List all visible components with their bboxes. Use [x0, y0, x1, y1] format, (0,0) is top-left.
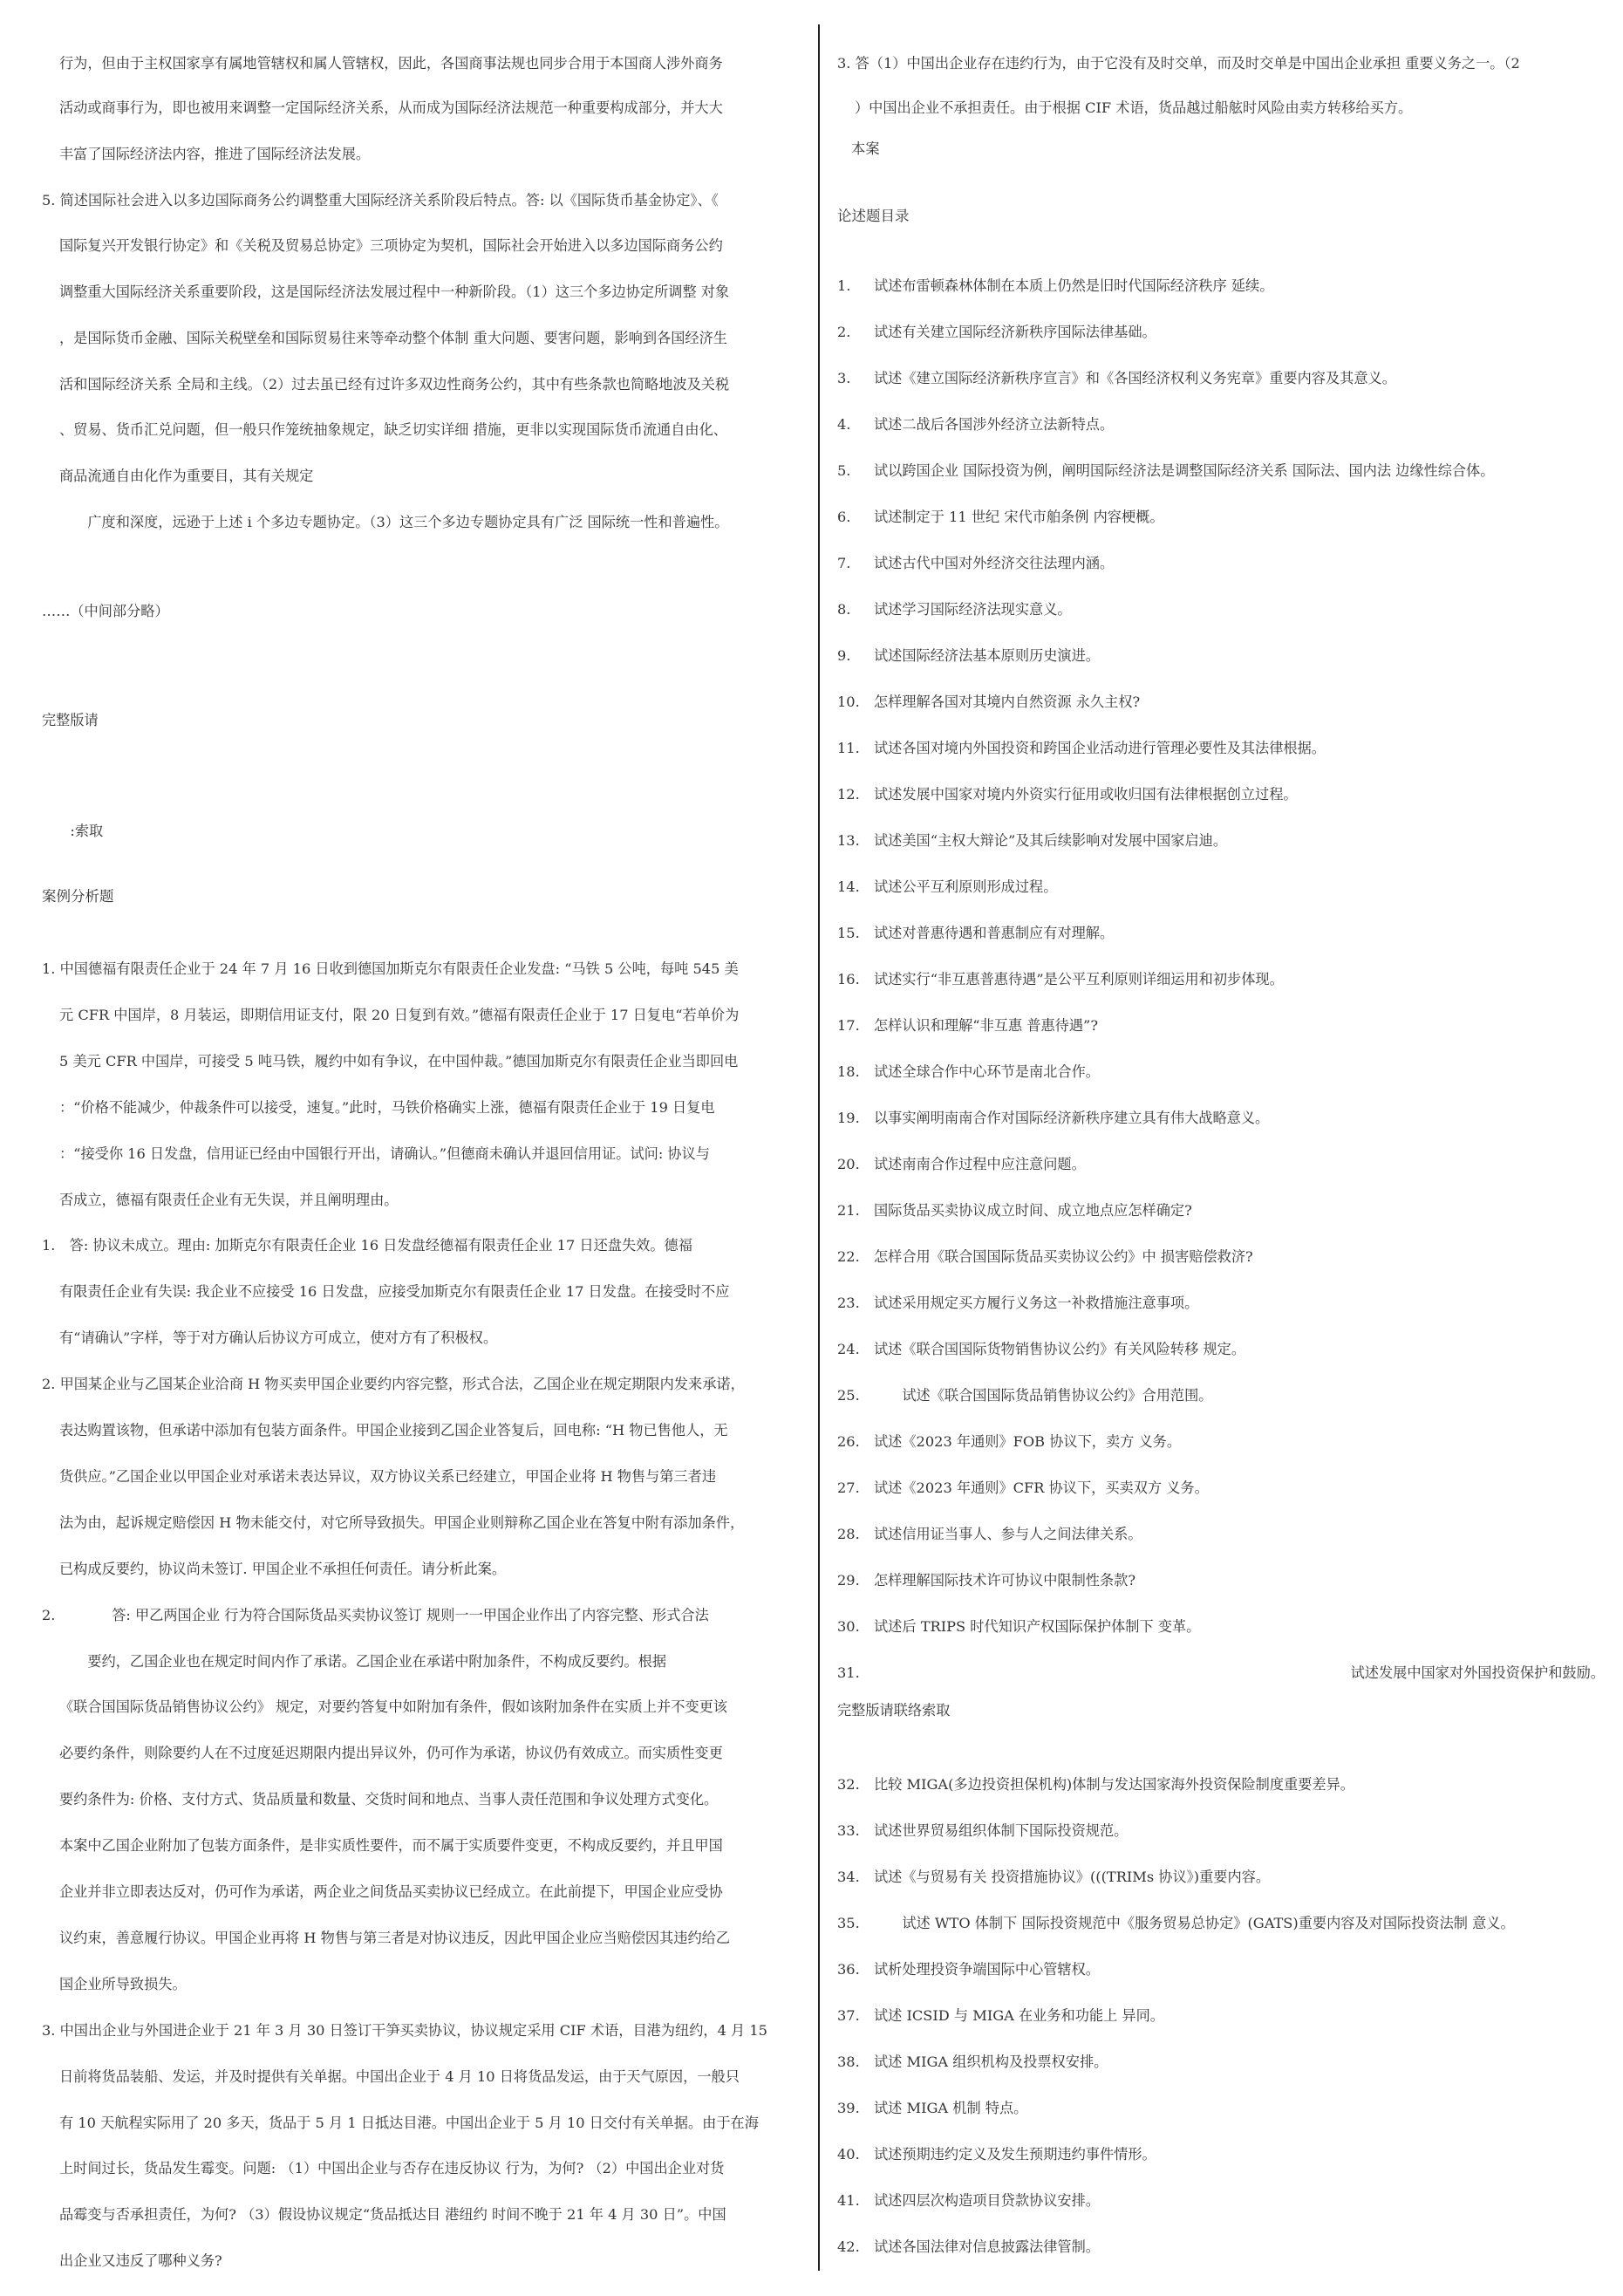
toc-item: [837, 415, 1605, 434]
toc-item-number: 6.: [837, 509, 851, 525]
toc-item-number: 29.: [837, 1572, 860, 1589]
text-line: 广度和深度，远逊于上述 i 个多边专题协定。（3）这三个多边专题协定具有广泛 国际统一性和普遍性。: [59, 514, 729, 530]
toc-item-text: 试述二战后各国涉外经济立法新特点。: [874, 416, 1115, 433]
text-line: 货供应。”乙国企业以甲国企业对承诺未表达异议，双方协议关系已经建立，甲国企业将 H 物售与第三者违: [59, 1467, 717, 1485]
toc-item-text: 试述信用证当事人、参与人之间法律关系。: [874, 1526, 1142, 1542]
toc-item-text: 比较 MIGA(多边投资担保机构)体制与发达国家海外投资保险制度重要差异。: [874, 1776, 1354, 1793]
toc-item: [837, 1479, 1605, 1498]
toc-item-number: 5.: [837, 462, 851, 479]
toc-item: [837, 970, 1605, 989]
toc-item: [837, 2099, 1605, 2118]
toc-item-number: 10.: [837, 694, 860, 710]
toc-item-number: 26.: [837, 1433, 860, 1450]
contact-note: 完整版请联络索取: [837, 1702, 951, 1719]
toc-item-number: 15.: [837, 925, 860, 941]
case-item-start: 1. 中国德福有限责任企业于 24 年 7 月 16 日收到德国加斯克尔有限责任企业发盘: “马铁 5 公吨，每吨 545 美: [42, 960, 739, 977]
toc-item-number: 2.: [837, 324, 851, 340]
toc-item-number: 21.: [837, 1202, 860, 1219]
toc-item-text: 试述 MIGA 机制 特点。: [874, 2100, 1028, 2116]
toc-item-number: 16.: [837, 971, 860, 987]
text-line: 调整重大国际经济关系重要阶段，这是国际经济法发展过程中一种新阶段。（1）这三个多边协定所调整 对象: [59, 284, 730, 300]
toc-item-text: 怎样合用《联合国国际货品买卖协议公约》中 损害赔偿救济?: [874, 1248, 1253, 1265]
toc-item-number: 19.: [837, 1110, 860, 1126]
toc-item-number: 39.: [837, 2100, 860, 2116]
toc-item: [837, 2053, 1605, 2072]
text-line: 企业并非立即表达反对，仍可作为承诺，两企业之间货品买卖协议已经成立。在此前提下，甲国企业应受协: [59, 1883, 723, 1900]
toc-item-text: 试述预期违约定义及发生预期违约事件情形。: [874, 2146, 1156, 2163]
text-line: 否成立，德福有限责任企业有无失误，并且阐明理由。: [59, 1191, 399, 1208]
toc-item: [837, 1155, 1605, 1174]
toc-item-number: 13.: [837, 832, 860, 849]
toc-item-text: 怎样理解各国对其境内自然资源 永久主权?: [874, 694, 1141, 710]
toc-item-number: 18.: [837, 1063, 860, 1080]
full-version-note: 完整版请: [42, 712, 99, 728]
toc-item-text: 试述《与贸易有关 投资措施协议》(((TRIMs 协议》)重要内容。: [874, 1869, 1271, 1885]
toc-item-text: 试述对普惠待遇和普惠制应有对理解。: [874, 925, 1115, 941]
toc-item-text: 试述后 TRIPS 时代知识产权国际保护体制下 变革。: [874, 1618, 1201, 1635]
case-item-start: 3. 中国出企业与外国进企业于 21 年 3 月 30 日签订干笋买卖协议，协议规定采用 CIF 术语，目港为纽约，4 月 15: [42, 2021, 767, 2039]
toc-item-text: 试述《2023 年通则》CFR 协议下，买卖双方 义务。: [874, 1479, 1209, 1496]
toc-item-text: 怎样理解国际技术许可协议中限制性条款?: [874, 1572, 1136, 1589]
text-line: 日前将货品装船、发运，并及时提供有关单据。中国出企业于 4 月 10 日将货品发运，由于天气原因，一般只: [59, 2067, 740, 2085]
toc-item-number: 12.: [837, 786, 860, 803]
toc-item: [837, 461, 1605, 481]
toc-item-number: 24.: [837, 1341, 860, 1357]
toc-item-number: 31.: [837, 1664, 860, 1681]
toc-item-text: 试述各国对境内外国投资和跨国企业活动进行管理必要性及其法律根据。: [874, 740, 1326, 756]
toc-item-number: 14.: [837, 878, 860, 895]
toc-item-text: 试述四层次构造项目贷款协议安排。: [874, 2192, 1100, 2209]
text-line: 元 CFR 中国岸，8 月装运，即期信用证支付，限 20 日复到有效。”德福有限责任企业于 17 日复电“若单价为: [59, 1006, 740, 1023]
toc-item-text: 国际货品买卖协议成立时间、成立地点应怎样确定?: [874, 1202, 1192, 1219]
case-label: 本案: [837, 140, 880, 157]
request-note: :索取: [42, 823, 104, 839]
case-item-start: 1. 答: 协议未成立。理由: 加斯克尔有限责任企业 16 日发盘经德福有限责任企业 17 日还盘失效。德福: [42, 1237, 692, 1254]
toc-item-number: 27.: [837, 1479, 860, 1496]
toc-item: [837, 1109, 1605, 1128]
text-line: 有限责任企业有失误: 我企业不应接受 16 日发盘，应接受加斯克尔有限责任企业 17 日发盘。在接受时不应: [59, 1283, 730, 1301]
toc-item: [837, 1386, 1605, 1405]
toc-item: [837, 2006, 1605, 2026]
toc-item: [837, 1775, 1605, 1794]
toc-item: [837, 323, 1605, 342]
toc-item-number: 8.: [837, 601, 851, 618]
toc-item-number: 1.: [837, 277, 851, 294]
toc-item-text: 试述发展中国家对外国投资保护和鼓励。: [1350, 1664, 1605, 1681]
text-line: 品霉变与否承担责任，为何? （3）假设协议规定“货品抵达目 港纽约 时间不晚于 21 年 4 月 30 日”。中国: [59, 2206, 726, 2224]
answer-line: 3. 答（1）中国出企业存在违约行为，由于它没有及时交单，而及时交单是中国出企业承担 重要义务之一。（2: [837, 55, 1520, 72]
text-line: 活动或商事行为，即也被用来调整一定国际经济关系，从而成为国际经济法规范一种重要构成部分，并大大: [59, 99, 723, 116]
text-line: 丰富了国际经济法内容，推进了国际经济法发展。: [59, 146, 371, 162]
toc-item-text: 试述有关建立国际经济新秩序国际法律基础。: [874, 324, 1156, 340]
toc-item-text: 试述公平互利原则形成过程。: [874, 878, 1058, 895]
text-line: 表达购置该物，但承诺中添加有包装方面条件。甲国企业接到乙国企业答复后，回电称: “H 物已售他人，无: [59, 1422, 728, 1438]
toc-item-text: 试述各国法律对信息披露法律管制。: [874, 2238, 1100, 2255]
text-line: 5. 简述国际社会进入以多边国际商务公约调整重大国际经济关系阶段后特点。答: 以《国际货币基金协定》、《: [42, 192, 719, 208]
toc-item-text: 试析处理投资争端国际中心管辖权。: [874, 1961, 1100, 1978]
toc-item-number: 20.: [837, 1156, 860, 1172]
toc-item-number: 42.: [837, 2238, 860, 2255]
toc-item-number: 38.: [837, 2053, 860, 2070]
toc-item: [837, 1432, 1605, 1452]
toc-item-number: 25.: [837, 1387, 860, 1404]
toc-item: [837, 1664, 1605, 1683]
toc-item-text: 试述古代中国对外经济交往法理内涵。: [874, 555, 1115, 571]
toc-item-text: 试以跨国企业 国际投资为例，阐明国际经济法是调整国际经济关系 国际法、国内法 边缘性综合体。: [874, 462, 1495, 479]
toc-item: [837, 1617, 1605, 1637]
toc-item-text: 试述采用规定买方履行义务这一补救措施注意事项。: [874, 1295, 1199, 1311]
toc-item: [837, 1063, 1605, 1082]
toc-item-number: 11.: [837, 740, 860, 756]
toc-item: [837, 739, 1605, 758]
text-line: 有“请确认”字样，等于对方确认后协议方可成立，使对方有了积极权。: [59, 1329, 498, 1347]
toc-item-number: 37.: [837, 2007, 860, 2024]
toc-item-text: 试述学习国际经济法现实意义。: [874, 601, 1072, 618]
case-item-start: 2. 甲国某企业与乙国某企业洽商 H 物买卖甲国企业要约内容完整，形式合法，乙国企业在规定期限内发来承诺，: [42, 1376, 745, 1393]
text-line: 《联合国国际货品销售协议公约》 规定，对要约答复中如附加有条件，假如该附加条件在实质上并不变更该: [59, 1698, 727, 1716]
text-line: 议约束，善意履行协议。甲国企业再将 H 物售与第三者是对协议违反，因此甲国企业应当赔偿因其违约给乙: [59, 1929, 731, 1946]
toc-item-number: 4.: [837, 416, 851, 433]
toc-item-number: 7.: [837, 555, 851, 571]
toc-item: [837, 2145, 1605, 2164]
toc-item-text: 怎样认识和理解“非互惠 普惠待遇”?: [874, 1017, 1098, 1034]
toc-item-number: 34.: [837, 1869, 860, 1885]
toc-item: [837, 1294, 1605, 1313]
toc-item-text: 试述国际经济法基本原则历史演进。: [874, 647, 1100, 664]
text-line: 要约条件为: 价格、支付方式、货品质量和数量、交货时间和地点、当事人责任范围和争议处理方式变化。: [59, 1791, 719, 1808]
toc-item: [837, 785, 1605, 804]
toc-item-text: 试述 WTO 体制下 国际投资规范中《服务贸易总协定》(GATS)重要内容及对国际投资法制 意义。: [874, 1915, 1515, 1931]
toc-item-text: 以事实阐明南南合作对国际经济新秩序建立具有伟大战略意义。: [874, 1110, 1270, 1126]
text-line: 国企业所导致损失。: [59, 1975, 187, 1992]
text-line: ：“接受你 16 日发盘，信用证已经由中国银行开出，请确认。”但德商未确认并退回信用证。试问: 协议与: [59, 1145, 710, 1162]
toc-item: [837, 554, 1605, 573]
toc-item-number: 28.: [837, 1526, 860, 1542]
toc-item-number: 32.: [837, 1776, 860, 1793]
toc-item-number: 3.: [837, 370, 851, 386]
toc-item: [837, 1247, 1605, 1267]
toc-item: [837, 831, 1605, 851]
toc-item-text: 试述美国“主权大辩论”及其后续影响对发展中国家启迪。: [874, 832, 1228, 849]
toc-item-text: 试述《联合国国际货品销售协议公约》合用范围。: [874, 1387, 1213, 1404]
toc-item: [837, 600, 1605, 619]
toc-item: [837, 1340, 1605, 1359]
toc-item-number: 35.: [837, 1915, 860, 1931]
toc-item-number: 9.: [837, 647, 851, 664]
toc-item: [837, 369, 1605, 388]
toc-item: [837, 2238, 1605, 2257]
answer-line: ）中国出企业不承担责任。由于根据 CIF 术语，货品越过船舷时风险由卖方转移给买方。: [855, 99, 1413, 116]
toc-item-text: 试述《建立国际经济新秩序宣言》和《各国经济权利义务宪章》重要内容及其意义。: [874, 370, 1396, 386]
toc-item-text: 试述南南合作过程中应注意问题。: [874, 1156, 1086, 1172]
text-line: 商品流通自由化作为重要目，其有关规定: [59, 468, 314, 484]
text-line: 有 10 天航程实际用了 20 多天，货品于 5 月 1 日抵达目港。中国出企业于 5 月 10 日交付有关单据。由于在海: [59, 2114, 759, 2131]
toc-item-text: 试述 ICSID 与 MIGA 在业务和功能上 异同。: [874, 2007, 1164, 2024]
toc-item-text: 试述全球合作中心环节是南北合作。: [874, 1063, 1100, 1080]
toc-item: [837, 2191, 1605, 2211]
text-line: 出企业又违反了哪种义务?: [59, 2252, 222, 2270]
toc-item-text: 试述制定于 11 世纪 宋代市舶条例 内容梗概。: [874, 509, 1164, 525]
text-line: 行为，但由于主权国家享有属地管辖权和属人管辖权，因此，各国商事法规也同步合用于本国商人涉外商务: [59, 55, 723, 72]
toc-item-text: 试述 MIGA 组织机构及投票权安排。: [874, 2053, 1108, 2070]
toc-item-text: 试述《2023 年通则》FOB 协议下，卖方 义务。: [874, 1433, 1182, 1450]
text-line: ：“价格不能减少，仲裁条件可以接受，速复。”此时，马铁价格确实上涨，德福有限责任企业于 19 日复电: [59, 1098, 715, 1116]
toc-item: [837, 277, 1605, 296]
toc-item-text: 试述实行“非互惠普惠待遇”是公平互利原则详细运用和初步体现。: [874, 971, 1284, 987]
toc-item: [837, 1201, 1605, 1220]
toc-item-number: 22.: [837, 1248, 860, 1265]
toc-item-text: 试述世界贸易组织体制下国际投资规范。: [874, 1822, 1129, 1839]
toc-item: [837, 1525, 1605, 1544]
text-line: 国际复兴开发银行协定》和《关税及贸易总协定》三项协定为契机，国际社会开始进入以多边国际商务公约: [59, 237, 723, 254]
text-line: 已构成反要约，协议尚未签订. 甲国企业不承担任何责任。请分析此案。: [59, 1560, 507, 1577]
toc-item: [837, 924, 1605, 943]
text-line: 上时间过长，货品发生霉变。问题: （1）中国出企业与否存在违反协议 行为，为何? （2）中国出企业对货: [59, 2160, 725, 2177]
column-divider: [818, 24, 820, 2271]
toc-item: [837, 693, 1605, 712]
toc-item-number: 33.: [837, 1822, 860, 1839]
toc-item: [837, 1821, 1605, 1841]
toc-item-number: 17.: [837, 1017, 860, 1034]
toc-item: [837, 646, 1605, 666]
case-analysis-heading: 案例分析题: [42, 888, 114, 905]
text-line: 要约，乙国企业也在规定时间内作了承诺。乙国企业在承诺中附加条件，不构成反要约。根据: [59, 1652, 667, 1670]
toc-item-text: 试述发展中国家对境内外资实行征用或收归国有法律根据创立过程。: [874, 786, 1298, 803]
toc-item-number: 36.: [837, 1961, 860, 1978]
toc-item-text: 试述布雷顿森林体制在本质上仍然是旧时代国际经济秩序 延续。: [874, 277, 1274, 294]
text-line: ，是国际货币金融、国际关税壁垒和国际贸易往来等牵动整个体制 重大问题、要害问题，影响到各国经济生: [59, 330, 727, 346]
text-line: 、贸易、货币汇兑问题，但一般只作笼统抽象规定，缺乏切实详细 措施，更非以实现国际货币流通自由化、: [59, 421, 727, 438]
toc-item-number: 40.: [837, 2146, 860, 2163]
toc-item-text: 试述《联合国国际货物销售协议公约》有关风险转移 规定。: [874, 1341, 1246, 1357]
toc-item-number: 23.: [837, 1295, 860, 1311]
toc-item: [837, 1016, 1605, 1035]
toc-item: [837, 1960, 1605, 1979]
omitted-note: ……（中间部分略）: [42, 603, 169, 619]
text-line: 法为由，起诉规定赔偿因 H 物未能交付，对它所导致损失。甲国企业则辩称乙国企业在答复中附有添加条件，: [59, 1514, 745, 1531]
toc-item: [837, 1571, 1605, 1590]
toc-item: [837, 508, 1605, 527]
text-line: 必要约条件，则除要约人在不过度延迟期限内提出异议外，仍可作为承诺，协议仍有效成立。而实质性变更: [59, 1745, 723, 1762]
toc-item: [837, 1868, 1605, 1887]
case-item-start: 2. 答: 甲乙两国企业 行为符合国际货品买卖协议签订 规则一一甲国企业作出了内容完整、形式合法: [42, 1606, 709, 1623]
toc-item-number: 30.: [837, 1618, 860, 1635]
text-line: 5 美元 CFR 中国岸，可接受 5 吨马铁，履约中如有争议，在中国仲裁。”德国加斯克尔有限责任企业当即回电: [59, 1052, 739, 1069]
toc-item: [837, 1914, 1605, 1933]
text-line: 本案中乙国企业附加了包装方面条件，是非实质性要件，而不属于实质要件变更，不构成反要约，并且甲国: [59, 1837, 723, 1855]
toc-item-number: 41.: [837, 2192, 860, 2209]
text-line: 活和国际经济关系 全局和主线。（2）过去虽已经有过许多双边性商务公约，其中有些条款也简略地波及关税: [59, 376, 730, 393]
toc-item: [837, 878, 1605, 897]
toc-heading: 论述题目录: [837, 208, 910, 224]
